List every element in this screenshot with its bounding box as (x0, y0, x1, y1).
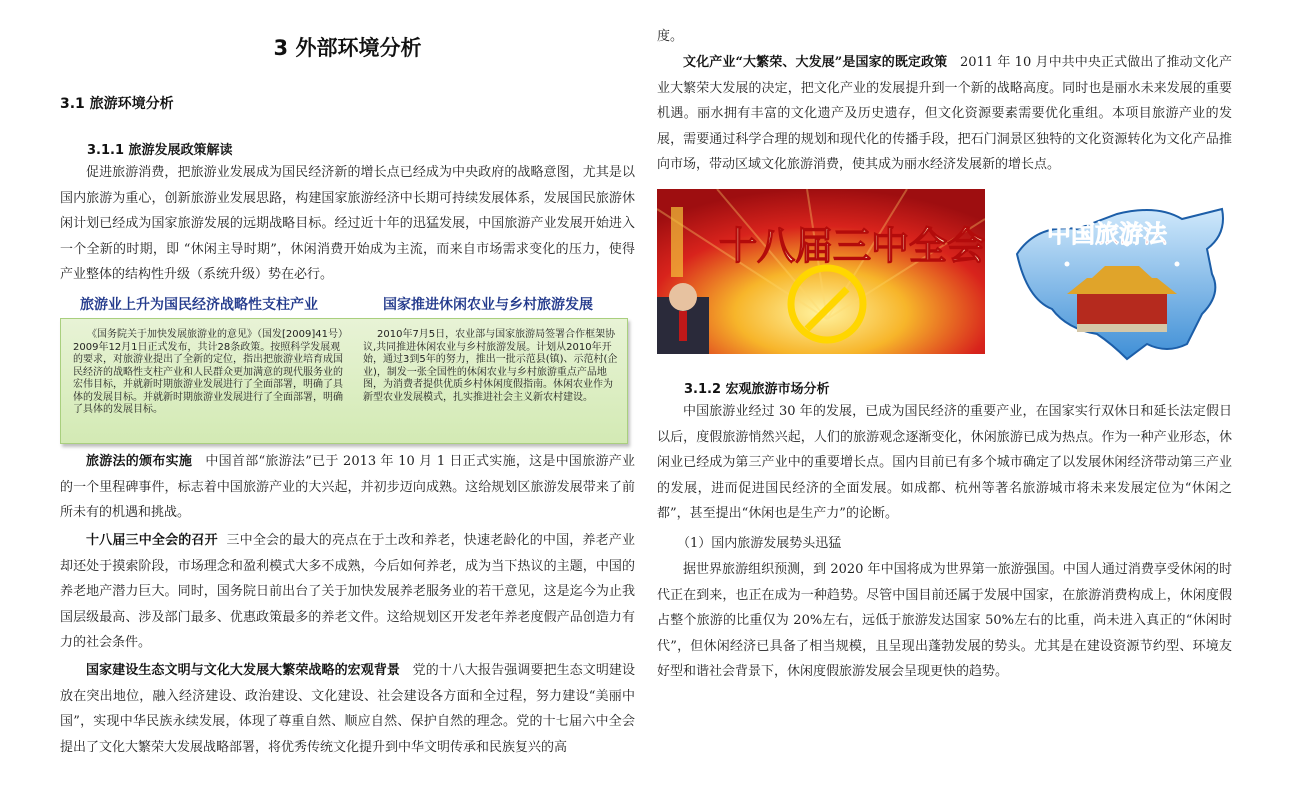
continued-text: 度。 (657, 29, 684, 44)
subsection-heading-market: 3.1.2 宏观旅游市场分析 (684, 382, 830, 397)
banner-title-right: 国家推进休闲农业与乡村旅游发展 (383, 297, 593, 313)
plenum-lead: 十八届三中全会的召开 (86, 533, 218, 548)
banner-box (60, 318, 628, 444)
plenum-paragraph (60, 528, 635, 656)
culture-text: 2011 年 10 月中共中央正式做出了推动文化产业大繁荣大发展的决定，把文化产业的发展提升到一个新的战略高度。同时也是丽水未来发展的重要机遇。丽水拥有丰富的文化遗产及历史遗存，但文化资源要素需要优化重组。本项目旅游产业的发展，需要通过科学合理的规划和现代化的传播手段，把石门洞景区独特的文化资源转化为文化产品推向市场，带动区域文化旅游消费，使其成为丽水经济发展新的增长点。 (657, 55, 1232, 172)
plenum-poster-graphic (657, 189, 985, 354)
ecology-text: 党的十八大报告强调要把生态文明建设放在突出地位，融入经济建设、政治建设、文化建设、社会建设各方面和全过程，努力建设“美丽中国”，实现中华民族永续发展，体现了尊重自然、顺应自然、保护自然的理念。党的十七届六中全会提出了文化大繁荣大发展战略部署，将优秀传统文化提升到中华文明传承和民族复兴的高 (60, 663, 635, 755)
banner-text-left: 《国务院关于加快发展旅游业的意见》（国发[2009]41号）2009年12月1日正式发布，共计28条政策。按照科学发展观的要求，对旅游业提出了全新的定位，指出把旅游业培育成国民经济的战略性支柱产业和人民群众更加满意的现代服务业的宏伟目标，并就新时期旅游业发展进行了全面部署，明确了具体的发展目标。并就新时期旅游业发展进行了全面部署，明确了具体的发展目标。 (73, 329, 343, 415)
subsection-heading: 3.1.1 旅游发展政策解读 (87, 143, 233, 158)
plenum-poster-text: 十八届三中全会 (718, 223, 985, 268)
section-heading: 3.1 旅游环境分析 (60, 96, 174, 112)
plenum-poster-image (657, 189, 985, 354)
domestic-tourism-paragraph: 据世界旅游组织预测，到 2020 年中国将成为世界第一旅游强国。中国人通过消费享受休闲的时代正在到来，也正在成为一种趋势。尽管中国目前还属于发展中国家，在旅游消费构成上，休闲度假占整个旅游的比重仅为 20%左右，远低于旅游发达国家 50%左右的比重，尚未进入真正的“休闲时代”，但休闲经济已具备了相当规模，且呈现出蓬勃发展的势头。尤其是在建设资源节约型、环境友好型和谐社会背景下，休闲度假旅游发展会呈现更快的趋势。 (657, 562, 1232, 679)
tourism-law-text: 中国首部“旅游法”已于 2013 年 10 月 1 日正式实施，这是中国旅游产业的一个里程碑事件，标志着中国旅游产业的大兴起，并初步迈向成熟。这给规划区旅游发展带来了前所未有的机遇和挑战。 (60, 454, 636, 520)
tourism-law-paragraph (60, 449, 635, 526)
ecology-lead: 国家建设生态文明与文化大发展大繁荣战略的宏观背景 (86, 663, 400, 678)
market-paragraph: 中国旅游业经过 30 年的发展，已成为国民经济的重要产业，在国家实行双休日和延长法定假日以后，度假旅游悄然兴起，人们的旅游观念逐渐变化，休闲旅游已成为热点。作为一种产业形态，休闲业已经成为第三产业中的重要增长点。国内目前已有多个城市确定了以发展休闲经济带动第三产业的发展，进而促进国民经济的全面发展。如成都、杭州等著名旅游城市将未来发展定位为“休闲之都”，甚至提出“休闲也是生产力”的论断。 (657, 404, 1232, 521)
china-map-graphic (1007, 194, 1232, 364)
policy-banner (60, 290, 630, 448)
tourism-law-map-image (1007, 194, 1232, 364)
plenum-text: 三中全会的最大的亮点在于土改和养老，快速老龄化的中国，养老产业却还处于摸索阶段，市场理念和盈利模式大多不成熟，今后如何养老，成为当下热议的主题，中国的养老地产潜力巨大。同时，国务院日前出台了关于加快发展养老服务业的若干意见，这是迄今为止我国层级最高、涉及部门最多、优惠政策最多的养老文件。这给规划区开发老年养老度假产品创造力有力的社会条件。 (60, 533, 635, 650)
intro-paragraph: 促进旅游消费，把旅游业发展成为国民经济新的增长点已经成为中央政府的战略意图，尤其是以国内旅游为重心，创新旅游业发展思路，构建国家旅游经济中长期可持续发展体系，发展国民旅游休闲计划已经成为国家旅游发展的远期战略目标。经过近十年的迅猛发展，中国旅游产业发展开始进入一个全新的时期，即 “休闲主导时期”，休闲消费开始成为主流，而来自市场需求变化的压力，使得产业整体的结构性升级（系统升级）势在必行。 (60, 165, 635, 282)
ecology-paragraph (60, 658, 635, 760)
list-item-1: （1）国内旅游发展势头迅猛 (677, 536, 842, 551)
chapter-title: 3 外部环境分析 (273, 36, 422, 60)
tourism-law-map-text: 中国旅游法 (1047, 219, 1167, 248)
banner-title-left: 旅游业上升为国民经济战略性支柱产业 (80, 297, 318, 313)
culture-lead: 文化产业“大繁荣、大发展”是国家的既定政策 (683, 55, 948, 70)
culture-paragraph (657, 50, 1232, 178)
banner-text-right: 2010年7月5日，农业部与国家旅游局签署合作框架协议,共同推进休闲农业与乡村旅游发展。计划从2010年开始，通过3到5年的努力，推出一批示范县(镇)、示范村(企业)，制发一张全国性的休闲农业与乡村旅游重点产品地图，为消费者提供优质乡村休闲度假指南。休闲农业作为新型农业发展模式，扎实推进社会主义新农村建设。 (363, 329, 618, 403)
tourism-law-lead: 旅游法的颁布实施 (86, 454, 193, 469)
